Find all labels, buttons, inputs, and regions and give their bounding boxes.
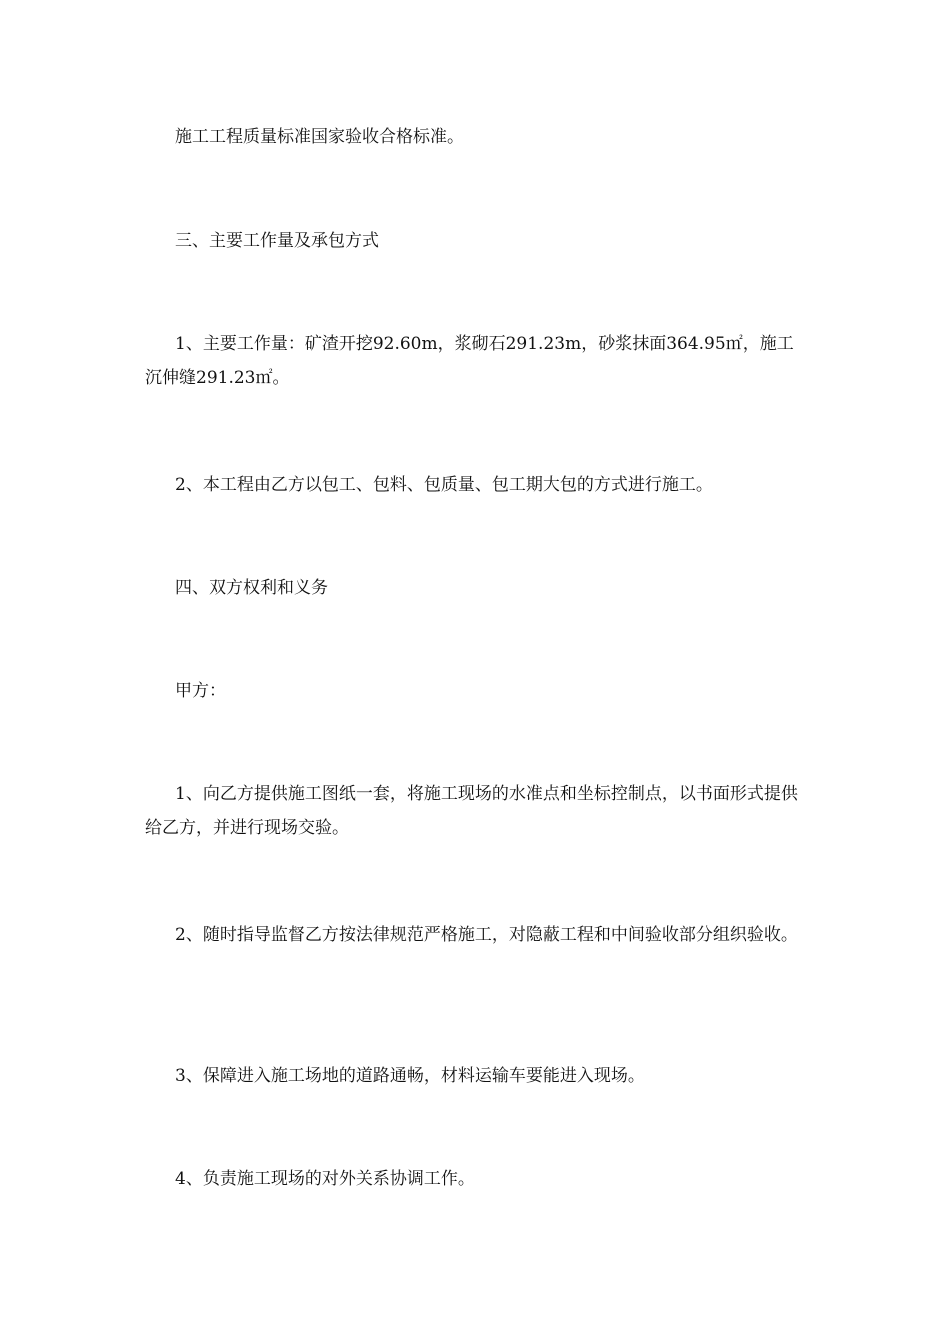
party-a-item-4: 4、负责施工现场的对外关系协调工作。	[175, 1169, 475, 1189]
workload-paragraph: 1、主要工作量：矿渣开挖92.60m，浆砌石291.23m，砂浆抹面364.95㎡，施工沉伸缝291.23㎡。	[145, 334, 794, 388]
contract-method-paragraph: 2、本工程由乙方以包工、包料、包质量、包工期大包的方式进行施工。	[175, 475, 713, 495]
party-a-item-1: 1、向乙方提供施工图纸一套，将施工现场的水准点和坐标控制点，以书面形式提供给乙方，并进行现场交验。	[145, 784, 798, 838]
party-a-item-3: 3、保障进入施工场地的道路通畅，材料运输车要能进入现场。	[175, 1066, 645, 1086]
party-a-heading: 甲方：	[175, 681, 226, 701]
party-a-item-2: 2、随时指导监督乙方按法律规范严格施工，对隐蔽工程和中间验收部分组织验收。	[175, 925, 798, 945]
section-four-heading: 四、双方权利和义务	[175, 578, 328, 598]
section-three-heading: 三、主要工作量及承包方式	[175, 231, 379, 251]
quality-standard-paragraph: 施工工程质量标准国家验收合格标准。	[175, 127, 464, 147]
